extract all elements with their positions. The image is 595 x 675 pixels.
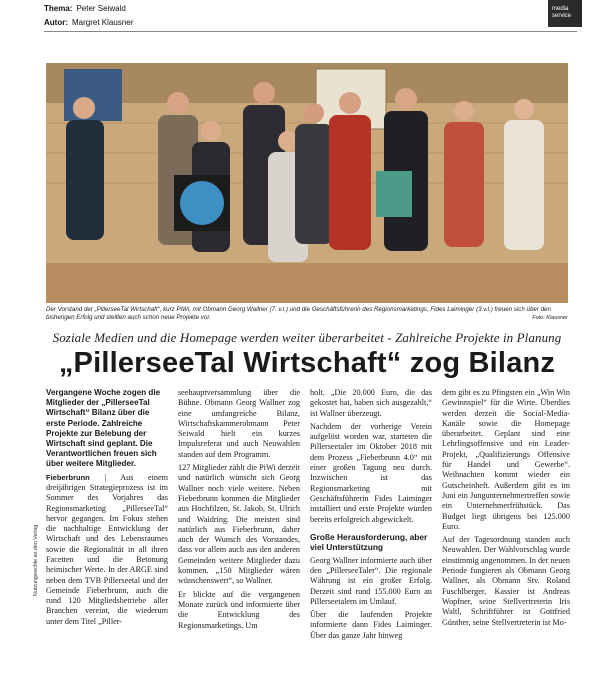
header-divider [44,31,577,32]
rights-note: Nutzungsrechte an den Verlag [33,524,39,596]
photo-credit: Foto: Klausner [532,315,568,321]
thema-value: Peter Seiwald [76,4,126,13]
article-paragraph: holt. „Die 20.000 Euro, die das gekostet hat, haben sich ausgezahlt,“ ist Wallner überzeugt. [310,388,432,418]
article-column-1 [46,388,168,630]
article-text: Aus einem dreijährigen Strategieprozess ist im Sommer des Vorjahres das Regionsmarketing „PillerseeTal“ hervor gegangen. Im Fokus stehen die nachhaltige Entwicklung der Wirtschaft und des Lebensraumes sowie die Regionalität in all ihren Facetten und die Betonung heimischer Werte. In der ARGE sind neben dem TVB Pillerseetal und der Gemeinde Fieberbrunn, auch die rund 120 Mitgliedsbetriebe aller Branchen vereint, die wiederum unter dem Titel „Piller- [46,472,168,626]
article-paragraph: seehauptversammlung über die Bühne. Obmann Georg Wallner zog eine umfangreiche Bilanz, Wirtschaftskammerobmann Peter Seiwald hielt ein kurzes Impulsreferat und auch Neuwahlen standen auf dem Programm. [178,388,300,459]
article-paragraph: Nachdem der vorherige Verein aufgelöst worden war, starteten die Pillerseetaler im Oktober 2018 mit dem Prozess „Fieberbrunn 4.0“ mit einer großen Tagung neu durch. Inzwischen ist das Regionsmarketing mit Geschäftsführerin Fides Laiminger installiert und erste Projekte wurden bereits erfolgreich abgewickelt. [310,421,432,524]
article-kicker: Soziale Medien und die Homepage werden weiter überarbeitet - Zahlreiche Projekte in Planung [52,330,562,345]
media-service-logo [548,0,582,27]
article-lead: Vergangene Woche zogen die Mitglieder der „PillerseeTal Wirtschaft“ Bilanz über die erste Periode. Zahlreiche Projekte zur Belebung der Wirtschaft sind geplant. Die Verantwortlichen freuen sich über weitere Mitglieder. [46,388,161,469]
meta-thema [44,4,126,13]
logo-line-2: service [552,13,572,19]
article-paragraph: Fieberbrunn | Aus einem dreijährigen Strategieprozess ist im Sommer des Vorjahres das Regionsmarketing „PillerseeTal“ hervor gegangen. Im Fokus stehen die nachhaltige Entwicklung der Wirtschaft und des Lebensraumes sowie die Regionalität in all ihren Facetten und die Betonung heimischer Werte. In der ARGE sind neben dem TVB Pillerseetal und der Gemeinde Fieberbrunn, auch die rund 120 Mitgliedsbetriebe aller Branchen vereint, die wiederum unter dem Titel „Piller- [46,472,168,626]
photo-caption-text: Der Vorstand der „PillerseeTal Wirtschaft“, kurz PiWi, mit Obmann Georg Wallner (7. v.l.) und die Geschäftsführerin des Regionsmarketings, Fides Laiminger (3.v.l.) freuen sich über den bisherigen Erfolg und stellten auch schon neue Projekte vor. [46,306,551,321]
article-column-4 [442,388,570,631]
article-paragraph: dem gibt es zu Pfingsten ein „Win Win Gewinnspiel“ für die Wirte. Überdies werden derzeit die Social-Media-Kanäle sowie die Homepage überarbeitet. Geplant sind eine Lehrlingsoffensive und ein Leader-Projekt, „Qualifizierungs Offensive für Handel und Gewerbe“. Weihnachten kommt wieder ein Gutscheinheft. Außerdem gibt es im Juni ein Jungunternehmertreffen sowie ein Unternehmerfrühstück. Das Budget liegt übrigens bei 125.000 Euro. [442,388,570,531]
group-photo-illustration [46,63,568,303]
autor-value: Margret Klausner [72,18,134,27]
article-column-2 [178,388,300,634]
photo-caption [46,306,568,322]
meta-autor [44,18,133,27]
article-paragraph: Georg Wallner informierte auch über den „PillerseeTaler“. Die regionale Währung ist ein großer Erfolg. Derzeit sind rund 155.000 Euro an Pillerseetalern im Umlauf. [310,555,432,606]
thema-label: Thema: [44,4,73,13]
article-headline: „PillerseeTal Wirtschaft“ zog Bilanz [58,347,556,379]
autor-label: Autor: [44,18,68,27]
article-subhead: Große Herausforderung, aber viel Unterstützung [310,531,428,553]
article-paragraph: Auf der Tagesordnung standen auch Neuwahlen. Der Wahlvorschlag wurde einstimmig angenommen. In der neuen Periode fungieren als Obmann Georg Wallner, als Obmann Stv. Roland Fuschlberger, Kassier ist Andreas Wopfner, seine Stellvertreterin Iris Waltl, Schriftführer ist Gottfried Günther, seine Stellvertreterin ist Mo- [442,535,571,627]
article-paragraph: Er blickte auf die vergangenen Monate zurück und informierte über die Entwicklung des Regionsmarketings. Um [178,589,300,630]
group-photo [46,63,568,303]
article-paragraph: Über die laufenden Projekte informierte dann Fides Laiminger. Über das ganze Jahr hinweg [310,610,432,640]
article-paragraph: 127 Mitglieder zählt die PiWi derzeit und natürlich wünscht sich Georg Wallner noch viele weitere. Neben Fieberbrunn kommen die Mitglieder aus Hochfilzen, St. Jakob, St. Ulrich und Waidring. Die meisten sind natürlich aus Fieberbrunn, daher auch der Wunsch des Vorstandes, dass vor allem auch aus den anderen Gemeinden weitere Mitglieder dazu kommen. „150 Mitglieder wären wünschenswert“, so Wallner. [178,463,300,586]
logo-line-1: media [552,6,569,12]
article-dateline: Fieberbrunn [46,472,90,482]
article-column-3 [310,388,432,644]
